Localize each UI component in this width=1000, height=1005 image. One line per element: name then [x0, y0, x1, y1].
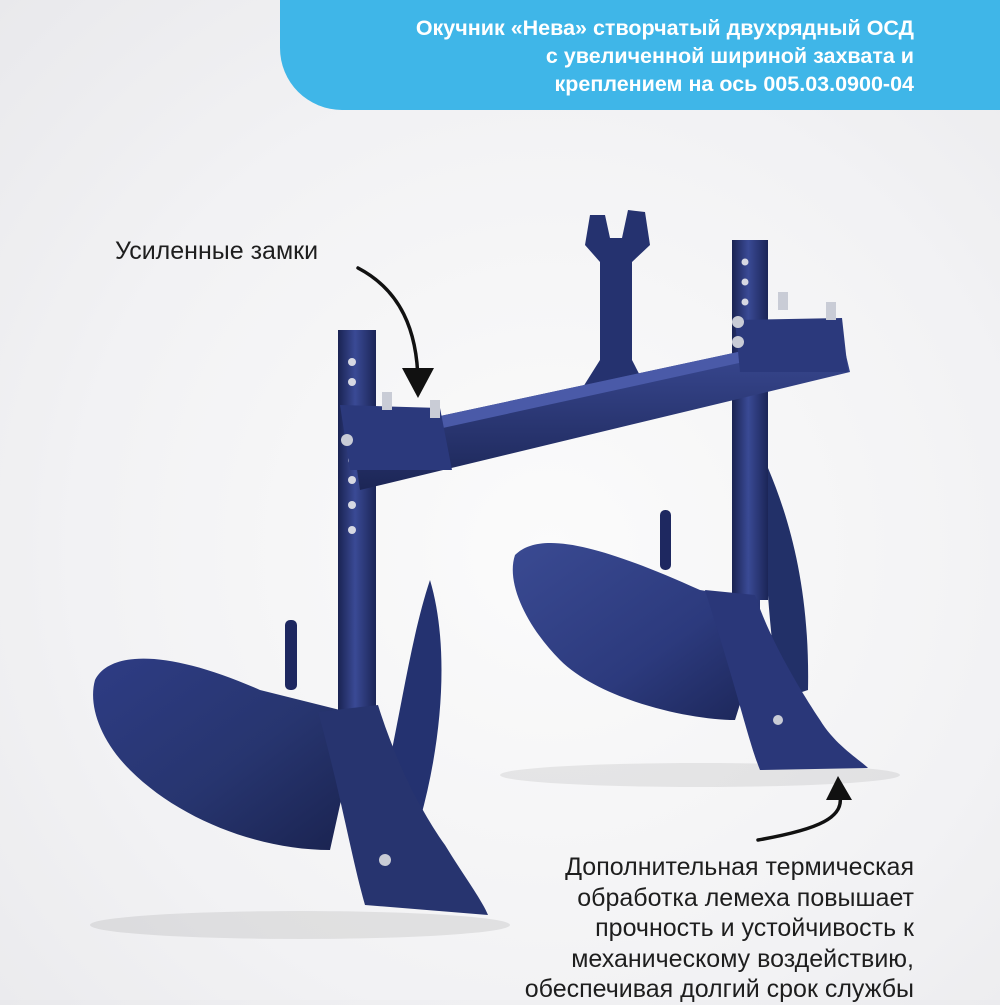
left-rod	[285, 620, 297, 690]
left-blade	[93, 659, 350, 850]
right-share-bolt	[773, 715, 783, 725]
shadow	[90, 911, 510, 939]
locks-callout-label: Усиленные замки	[115, 237, 319, 265]
product-title-line: Окучник «Нева» створчатый двухрядный ОСД	[415, 16, 914, 40]
left-share-bolt	[379, 854, 391, 866]
right-clamp	[735, 318, 848, 372]
heat-treatment-line: прочность и устойчивость к	[595, 914, 914, 942]
product-title-line: с увеличенной шириной захвата и	[545, 44, 914, 68]
heat-treatment-callout	[525, 852, 914, 1005]
heat-treatment-line: Дополнительная термическая	[565, 853, 914, 881]
heat-treatment-line: обеспечивая долгий срок службы	[524, 975, 914, 1003]
heat-treatment-line: механическому воздействию,	[571, 944, 914, 973]
right-rod	[660, 510, 671, 570]
product-title-line: креплением на ось 005.03.0900-04	[554, 72, 914, 96]
left-post	[338, 330, 376, 720]
right-post	[732, 240, 768, 600]
heat-treatment-line: обработка лемеха повышает	[577, 883, 914, 912]
product-title	[416, 14, 914, 98]
title-banner	[280, 0, 1000, 110]
curved-arrow-icon	[402, 368, 434, 398]
